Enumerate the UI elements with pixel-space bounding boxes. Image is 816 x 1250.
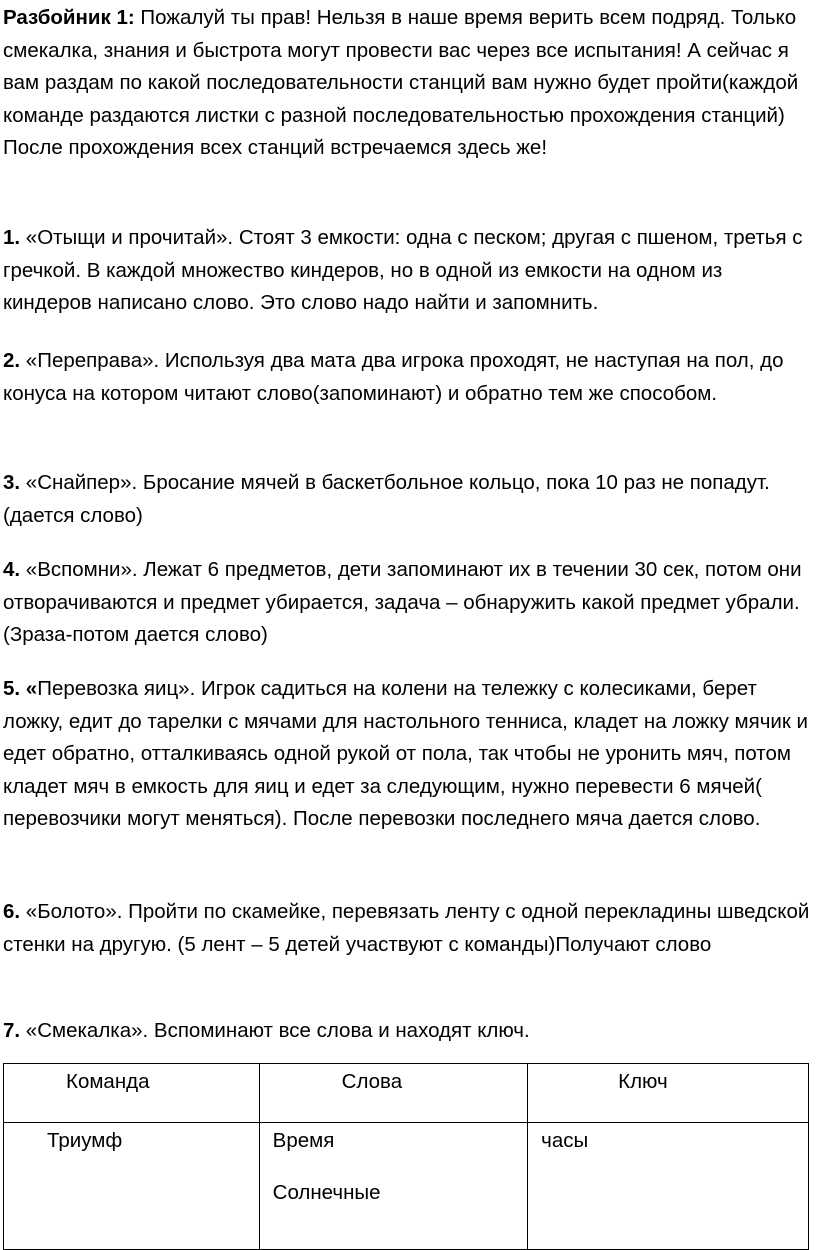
station-text: «Смекалка». Вспоминают все слова и находят ключ. bbox=[20, 1019, 530, 1042]
header-words: Слова bbox=[259, 1064, 528, 1123]
table-header-row bbox=[4, 1064, 809, 1123]
header-team: Команда bbox=[4, 1064, 260, 1123]
station-item-1 bbox=[3, 222, 815, 320]
station-number: 6. bbox=[3, 900, 21, 923]
word-item: Время bbox=[272, 1129, 335, 1152]
cell-words bbox=[259, 1123, 528, 1250]
station-text: «Переправа». Используя два мата два игрока проходят, не наступая на пол, до конуса на котором читают слово(запоминают) и обратно тем же способом. bbox=[3, 349, 784, 405]
teams-table bbox=[3, 1063, 809, 1250]
station-item-6 bbox=[3, 896, 815, 961]
intro-paragraph bbox=[3, 2, 815, 165]
intro-text: Пожалуй ты прав! Нельзя в наше время верить всем подряд. Только смекалка, знания и быстрота могут провести вас через все испытания! А сейчас я вам раздам по какой последовательности станций вам нужно будет пройти(каждой команде раздаются листки с разной последовательностью прохождения станций) После прохождения всех станций встречаемся здесь же! bbox=[3, 6, 799, 159]
station-item-3 bbox=[3, 467, 815, 532]
table-row bbox=[4, 1123, 809, 1250]
station-number: 5. « bbox=[3, 677, 38, 700]
station-item-7 bbox=[3, 1015, 815, 1048]
speaker-label: Разбойник 1: bbox=[3, 6, 135, 29]
station-text: Перевозка яиц». Игрок садиться на колени на тележку с колесиками, берет ложку, едит до тарелки с мячами для настольного тенниса, кладет на ложку мячик и едет обратно, отталкиваясь одной рукой от пола, так чтобы не уронить мяч, потом кладет мяч в емкость для яиц и едет за следующим, нужно перевести 6 мячей( перевозчики могут меняться). После перевозки последнего мяча дается слово. bbox=[3, 677, 808, 830]
cell-key: часы bbox=[528, 1123, 809, 1250]
station-number: 1. bbox=[3, 226, 21, 249]
station-text: «Отыщи и прочитай». Стоят 3 емкости: одна с песком; другая с пшеном, третья с гречкой. В каждой множество киндеров, но в одной из емкости на одном из киндеров написано слово. Это слово надо найти и запомнить. bbox=[3, 226, 803, 314]
station-item-5 bbox=[3, 673, 815, 836]
station-number: 4. bbox=[3, 558, 21, 581]
station-number: 2. bbox=[3, 349, 21, 372]
station-item-4 bbox=[3, 554, 815, 652]
header-key: Ключ bbox=[528, 1064, 809, 1123]
station-text: «Вспомни». Лежат 6 предметов, дети запоминают их в течении 30 сек, потом они отворачиваются и предмет убирается, задача – обнаружить какой предмет убрали. (Зраза-потом дается слово) bbox=[3, 558, 802, 646]
station-number: 7. bbox=[3, 1019, 21, 1042]
station-number: 3. bbox=[3, 471, 21, 494]
station-item-2 bbox=[3, 345, 815, 410]
cell-team: Триумф bbox=[4, 1123, 260, 1250]
station-text: «Снайпер». Бросание мячей в баскетбольное кольцо, пока 10 раз не попадут.(дается слово) bbox=[3, 471, 770, 527]
station-text: «Болото». Пройти по скамейке, перевязать ленту с одной перекладины шведской стенки на другую. (5 лент – 5 детей участвуют с команды)Получают слово bbox=[3, 900, 810, 956]
word-item: Солнечные bbox=[272, 1181, 381, 1204]
